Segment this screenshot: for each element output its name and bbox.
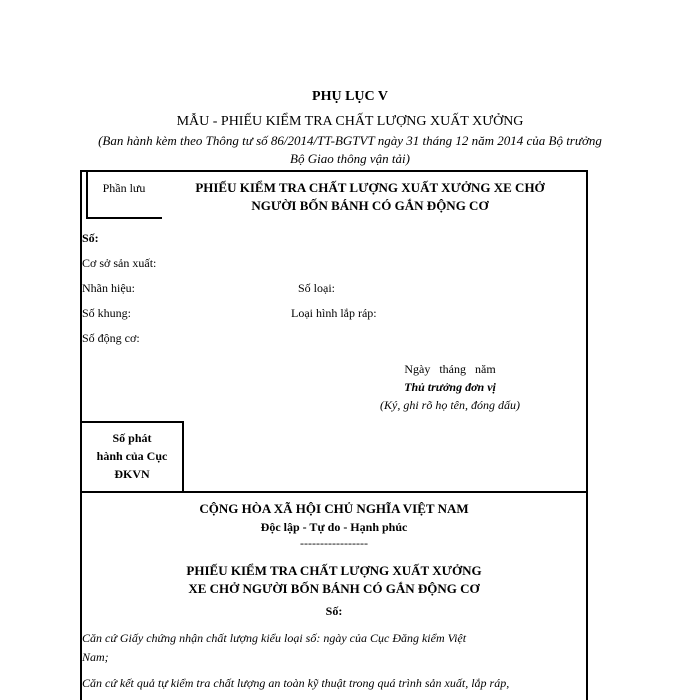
chassis-number-label: Số khung:: [82, 306, 132, 320]
issue-number-box-right: [182, 421, 184, 491]
frame-top-border: [80, 170, 588, 172]
phan-luu-box-bottom: [86, 217, 162, 219]
legal-basis-1-continued: Nam;: [82, 650, 109, 664]
issue-number-label-line3: ĐKVN: [114, 467, 150, 481]
stub-title-line1: PHIẾU KIỂM TRA CHẤT LƯỢNG XUẤT XƯỞNG XE CHỞ: [195, 180, 545, 195]
signature-date: Ngày tháng năm: [404, 362, 496, 376]
form-title-line2: XE CHỞ NGƯỜI BỐN BÁNH CÓ GẮN ĐỘNG CƠ: [188, 581, 480, 596]
signature-note: (Ký, ghi rõ họ tên, đóng dấu): [380, 398, 520, 412]
motto-underline: -----------------: [300, 536, 368, 550]
legal-basis-1: Căn cứ Giấy chứng nhận chất lượng kiểu loại số: ngày của Cục Đăng kiểm Việt: [82, 631, 467, 645]
engine-number-label: Số động cơ:: [82, 331, 140, 345]
issuance-note-line2: Bộ Giao thông vận tải): [290, 151, 410, 166]
brand-label: Nhãn hiệu:: [82, 281, 135, 295]
form-title-line1: PHIẾU KIỂM TRA CHẤT LƯỢNG XUẤT XƯỞNG: [186, 563, 482, 578]
form-template-title: MẪU - PHIẾU KIỂM TRA CHẤT LƯỢNG XUẤT XƯỞNG: [176, 114, 524, 129]
national-title: CỘNG HÒA XÃ HỘI CHỦ NGHĨA VIỆT NAM: [199, 501, 469, 516]
appendix-heading: PHỤ LỤC V: [312, 89, 388, 104]
national-motto: Độc lập - Tự do - Hạnh phúc: [260, 520, 408, 534]
stub-number-label: Số:: [82, 231, 99, 245]
manufacturer-label: Cơ sở sản xuất:: [82, 256, 157, 270]
issue-number-box-top: [80, 421, 184, 423]
legal-basis-2: Căn cứ kết quả tự kiểm tra chất lượng an toàn kỹ thuật trong quá trình sản xuất, lắp ráp,: [82, 676, 510, 690]
signature-title: Thủ trưởng đơn vị: [404, 380, 496, 394]
assembly-type-label: Loại hình lắp ráp:: [291, 306, 377, 320]
issue-number-label-line2: hành của Cục: [96, 449, 168, 463]
issuance-note-line1: (Ban hành kèm theo Thông tư số 86/2014/TT-BGTVT ngày 31 tháng 12 năm 2014 của Bộ trưởng: [98, 133, 602, 148]
model-number-label: Số loại:: [298, 281, 336, 295]
phan-luu-label: Phần lưu: [102, 181, 146, 195]
frame-divider: [80, 491, 588, 493]
frame-right-border: [586, 170, 588, 700]
issue-number-label-line1: Số phát: [112, 431, 152, 445]
form-number-label: Số:: [325, 604, 343, 618]
stub-title-line2: NGƯỜI BỐN BÁNH CÓ GẮN ĐỘNG CƠ: [251, 198, 489, 213]
